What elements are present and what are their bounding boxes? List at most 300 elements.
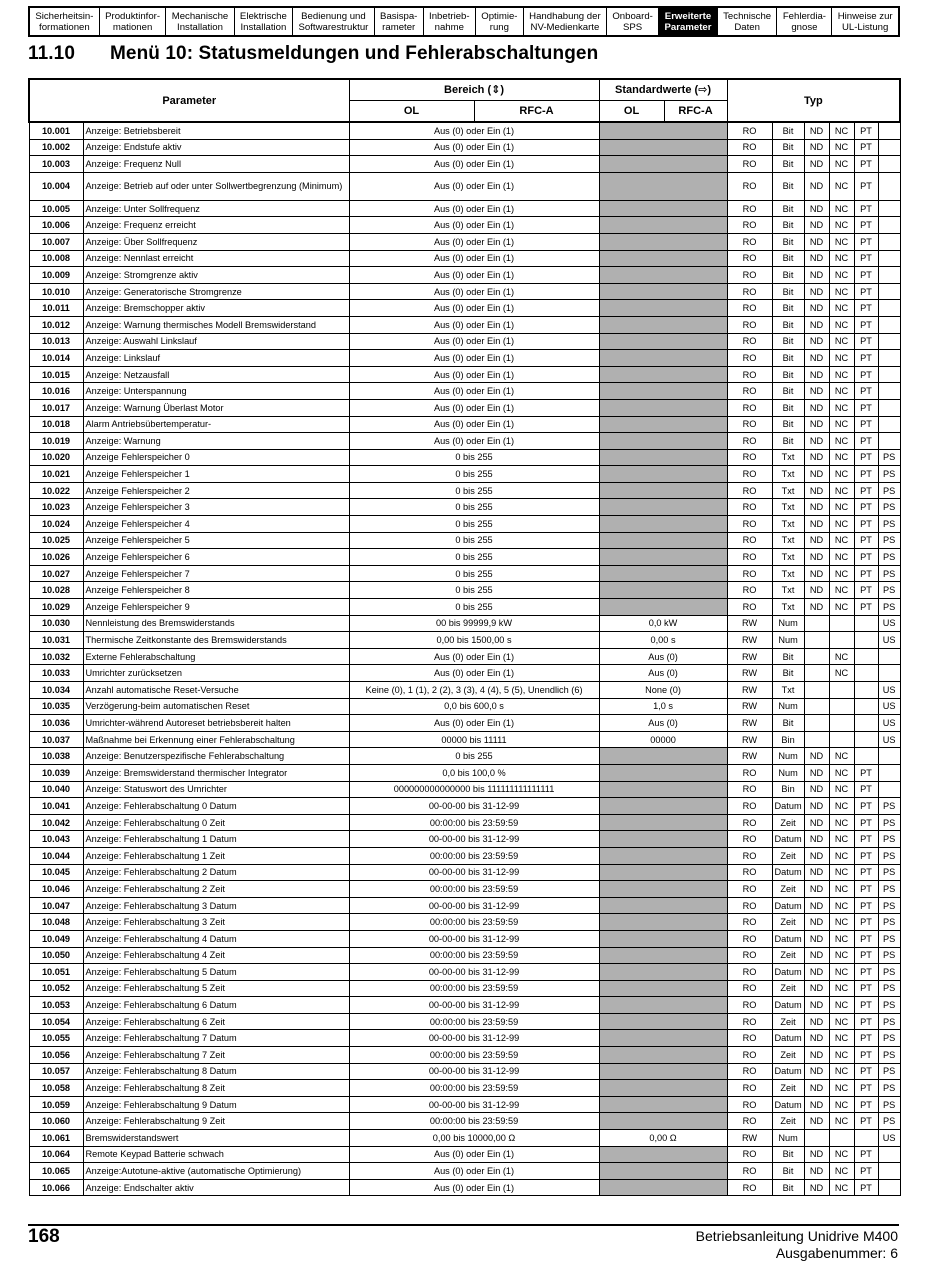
type-flag — [878, 366, 900, 383]
type-flag: Zeit — [772, 1080, 804, 1097]
range-value: 00-00-00 bis 31-12-99 — [349, 997, 599, 1014]
default-value-na — [599, 433, 727, 450]
param-description: Thermische Zeitkonstante des Bremswiderstands — [83, 632, 349, 649]
param-number: 10.051 — [29, 964, 83, 981]
default-value-na — [599, 565, 727, 582]
nav-tab-9[interactable]: Onboard- SPS — [607, 8, 659, 35]
type-flag: Num — [772, 615, 804, 632]
nav-tab-7[interactable]: Optimie- rung — [476, 8, 524, 35]
type-flag: NC — [829, 383, 854, 400]
type-flag: RO — [727, 1179, 772, 1196]
param-number: 10.012 — [29, 316, 83, 333]
param-number: 10.001 — [29, 122, 83, 139]
range-value: Aus (0) oder Ein (1) — [349, 715, 599, 732]
range-value: 0 bis 255 — [349, 748, 599, 765]
type-flag: PS — [878, 947, 900, 964]
type-flag — [878, 350, 900, 367]
type-flag: PS — [878, 499, 900, 516]
type-flag: Bit — [772, 172, 804, 200]
param-description: Nennleistung des Bremswiderstands — [83, 615, 349, 632]
param-description: Anzeige Fehlerspeicher 2 — [83, 482, 349, 499]
type-flag: RO — [727, 1096, 772, 1113]
default-value: 00000 — [599, 731, 727, 748]
param-description: Anzeige: Netzausfall — [83, 366, 349, 383]
type-flag: RO — [727, 964, 772, 981]
type-flag: PS — [878, 599, 900, 616]
param-description: Anzeige: Warnung — [83, 433, 349, 450]
section-heading — [28, 43, 598, 65]
type-flag: NC — [829, 1063, 854, 1080]
type-flag: RO — [727, 1013, 772, 1030]
nav-tab-5[interactable]: Basispa- rameter — [375, 8, 424, 35]
type-flag: ND — [804, 1047, 829, 1064]
range-value: Aus (0) oder Ein (1) — [349, 1146, 599, 1163]
type-flag: PT — [854, 814, 878, 831]
type-flag: Zeit — [772, 914, 804, 931]
type-flag: PT — [854, 350, 878, 367]
type-flag: ND — [804, 516, 829, 533]
type-flag: ND — [804, 200, 829, 217]
type-flag: NC — [829, 549, 854, 566]
type-flag: Zeit — [772, 847, 804, 864]
default-value-na — [599, 847, 727, 864]
type-flag: Bin — [772, 731, 804, 748]
type-flag: NC — [829, 748, 854, 765]
type-flag: PS — [878, 466, 900, 483]
type-flag: PT — [854, 267, 878, 284]
type-flag — [878, 416, 900, 433]
type-flag: US — [878, 615, 900, 632]
param-description: Anzeige: Unterspannung — [83, 383, 349, 400]
type-flag: ND — [804, 156, 829, 173]
type-flag: PT — [854, 1179, 878, 1196]
range-value: 0 bis 255 — [349, 565, 599, 582]
type-flag: PS — [878, 516, 900, 533]
type-flag: Zeit — [772, 947, 804, 964]
param-description: Anzeige: Betrieb auf oder unter Sollwertbegrenzung (Minimum) — [83, 172, 349, 200]
param-description: Anzeige: Frequenz Null — [83, 156, 349, 173]
table-row — [29, 764, 900, 781]
type-flag: PT — [854, 781, 878, 798]
table-row — [29, 980, 900, 997]
param-number: 10.058 — [29, 1080, 83, 1097]
type-flag: ND — [804, 798, 829, 815]
type-flag — [804, 615, 829, 632]
param-description: Remote Keypad Batterie schwach — [83, 1146, 349, 1163]
table-row — [29, 964, 900, 981]
type-flag: RO — [727, 139, 772, 156]
type-flag — [878, 283, 900, 300]
param-number: 10.041 — [29, 798, 83, 815]
type-flag: US — [878, 698, 900, 715]
table-row — [29, 532, 900, 549]
param-number: 10.013 — [29, 333, 83, 350]
default-value-na — [599, 930, 727, 947]
param-number: 10.043 — [29, 831, 83, 848]
page-number: 168 — [28, 1226, 60, 1247]
nav-tab-13[interactable]: Hinweise zur UL-Listung — [837, 10, 893, 33]
range-value: 00-00-00 bis 31-12-99 — [349, 1030, 599, 1047]
param-description: Anzeige: Endstufe aktiv — [83, 139, 349, 156]
type-flag: RO — [727, 366, 772, 383]
table-row — [29, 831, 900, 848]
type-flag: NC — [829, 482, 854, 499]
type-flag: NC — [829, 847, 854, 864]
param-description: Anzeige: Bremschopper aktiv — [83, 300, 349, 317]
type-flag — [878, 172, 900, 200]
param-description: Anzeige: Auswahl Linkslauf — [83, 333, 349, 350]
type-flag: RW — [727, 615, 772, 632]
type-flag: PT — [854, 532, 878, 549]
type-flag: PT — [854, 1146, 878, 1163]
type-flag: RO — [727, 764, 772, 781]
type-flag: PS — [878, 582, 900, 599]
default-value: 0,0 kW — [599, 615, 727, 632]
param-description: Anzeige: Warnung Überlast Motor — [83, 399, 349, 416]
type-flag — [878, 1163, 900, 1180]
type-flag — [854, 682, 878, 699]
param-number: 10.028 — [29, 582, 83, 599]
param-number: 10.021 — [29, 466, 83, 483]
range-value: 0 bis 255 — [349, 449, 599, 466]
type-flag: PT — [854, 565, 878, 582]
table-row — [29, 947, 900, 964]
param-number: 10.004 — [29, 172, 83, 200]
table-row — [29, 333, 900, 350]
default-value: Aus (0) — [599, 715, 727, 732]
type-flag: PS — [878, 864, 900, 881]
type-flag — [878, 122, 900, 139]
table-row — [29, 1113, 900, 1130]
type-flag: NC — [829, 930, 854, 947]
param-number: 10.031 — [29, 632, 83, 649]
default-value-na — [599, 516, 727, 533]
type-flag: RO — [727, 283, 772, 300]
type-flag: Datum — [772, 864, 804, 881]
section-title: Menü 10: Statusmeldungen und Fehlerabschaltungen — [110, 43, 599, 64]
param-description: Umrichter zurücksetzen — [83, 665, 349, 682]
param-description: Anzeige: Fehlerabschaltung 4 Datum — [83, 930, 349, 947]
default-value: 0,00 Ω — [599, 1130, 727, 1147]
type-flag: NC — [829, 1113, 854, 1130]
type-flag: Bin — [772, 781, 804, 798]
type-flag: NC — [829, 316, 854, 333]
param-number: 10.066 — [29, 1179, 83, 1196]
range-value: Aus (0) oder Ein (1) — [349, 416, 599, 433]
type-flag: RO — [727, 914, 772, 931]
type-flag: PT — [854, 516, 878, 533]
param-number: 10.030 — [29, 615, 83, 632]
type-flag: ND — [804, 1096, 829, 1113]
type-flag: RO — [727, 499, 772, 516]
param-number: 10.022 — [29, 482, 83, 499]
type-flag: Txt — [772, 532, 804, 549]
type-flag: PT — [854, 1047, 878, 1064]
range-value: 00-00-00 bis 31-12-99 — [349, 897, 599, 914]
range-value: 00:00:00 bis 23:59:59 — [349, 1047, 599, 1064]
type-flag: NC — [829, 665, 854, 682]
param-description: Anzeige: Fehlerabschaltung 7 Zeit — [83, 1047, 349, 1064]
type-flag: PT — [854, 881, 878, 898]
param-description: Anzeige: Fehlerabschaltung 2 Zeit — [83, 881, 349, 898]
param-description: Anzeige Fehlerspeicher 1 — [83, 466, 349, 483]
type-flag: ND — [804, 383, 829, 400]
type-flag: Txt — [772, 565, 804, 582]
type-flag: Bit — [772, 383, 804, 400]
type-flag: Datum — [772, 798, 804, 815]
table-row — [29, 881, 900, 898]
table-row — [29, 930, 900, 947]
range-value: Aus (0) oder Ein (1) — [349, 1163, 599, 1180]
type-flag — [804, 648, 829, 665]
type-flag: Num — [772, 632, 804, 649]
param-number: 10.029 — [29, 599, 83, 616]
type-flag: PS — [878, 1063, 900, 1080]
type-flag: RO — [727, 217, 772, 234]
type-flag: PT — [854, 549, 878, 566]
type-flag — [878, 200, 900, 217]
param-description: Anzeige: Endschalter aktiv — [83, 1179, 349, 1196]
nav-tab-4[interactable]: Bedienung und Softwarestruktur — [293, 8, 375, 35]
type-flag — [854, 731, 878, 748]
type-flag: Txt — [772, 682, 804, 699]
range-value: 0 bis 255 — [349, 516, 599, 533]
type-flag: NC — [829, 217, 854, 234]
default-value-na — [599, 300, 727, 317]
type-flag: Datum — [772, 930, 804, 947]
type-flag: PS — [878, 1047, 900, 1064]
range-value: 00-00-00 bis 31-12-99 — [349, 964, 599, 981]
footer-info — [696, 1228, 898, 1262]
range-value: Aus (0) oder Ein (1) — [349, 139, 599, 156]
type-flag: ND — [804, 1146, 829, 1163]
range-value: 0 bis 255 — [349, 466, 599, 483]
param-number: 10.052 — [29, 980, 83, 997]
range-value: 000000000000000 bis 111111111111111 — [349, 781, 599, 798]
param-description: Anzeige: Fehlerabschaltung 0 Zeit — [83, 814, 349, 831]
type-flag: PS — [878, 1080, 900, 1097]
param-number: 10.024 — [29, 516, 83, 533]
param-number: 10.048 — [29, 914, 83, 931]
range-value: 0,00 bis 1500,00 s — [349, 632, 599, 649]
type-flag — [804, 715, 829, 732]
header-standardwerte: Standardwerte (⇨) — [599, 79, 727, 101]
range-value: Aus (0) oder Ein (1) — [349, 665, 599, 682]
nav-tab-8[interactable]: Handhabung der NV-Medienkarte — [524, 8, 607, 35]
type-flag: ND — [804, 897, 829, 914]
param-number: 10.054 — [29, 1013, 83, 1030]
type-flag: Bit — [772, 250, 804, 267]
type-flag — [804, 731, 829, 748]
param-number: 10.065 — [29, 1163, 83, 1180]
default-value-na — [599, 1030, 727, 1047]
default-value-na — [599, 122, 727, 139]
type-flag — [878, 250, 900, 267]
param-description: Anzeige: Fehlerabschaltung 0 Datum — [83, 798, 349, 815]
type-flag: Bit — [772, 200, 804, 217]
type-flag: RO — [727, 1030, 772, 1047]
type-flag: ND — [804, 1030, 829, 1047]
type-flag — [804, 632, 829, 649]
type-flag: RO — [727, 233, 772, 250]
range-value: Aus (0) oder Ein (1) — [349, 233, 599, 250]
type-flag: Datum — [772, 897, 804, 914]
type-flag: NC — [829, 139, 854, 156]
type-flag: NC — [829, 798, 854, 815]
type-flag: RO — [727, 300, 772, 317]
param-number: 10.032 — [29, 648, 83, 665]
default-value-na — [599, 1163, 727, 1180]
type-flag: ND — [804, 366, 829, 383]
type-flag: Bit — [772, 217, 804, 234]
type-flag: ND — [804, 831, 829, 848]
param-number: 10.050 — [29, 947, 83, 964]
table-row — [29, 1047, 900, 1064]
param-description: Anzeige: Fehlerabschaltung 6 Datum — [83, 997, 349, 1014]
type-flag: NC — [829, 516, 854, 533]
nav-tab-10[interactable]: Erweiterte Parameter — [659, 8, 718, 35]
issue-number: Ausgabenummer: 6 — [775, 1245, 898, 1261]
type-flag: PT — [854, 172, 878, 200]
range-value: 0,00 bis 10000,00 Ω — [349, 1130, 599, 1147]
param-number: 10.010 — [29, 283, 83, 300]
param-number: 10.057 — [29, 1063, 83, 1080]
type-flag: ND — [804, 316, 829, 333]
type-flag: ND — [804, 1179, 829, 1196]
type-flag: Bit — [772, 648, 804, 665]
type-flag: RW — [727, 682, 772, 699]
type-flag — [878, 316, 900, 333]
type-flag: NC — [829, 399, 854, 416]
type-flag: RO — [727, 864, 772, 881]
type-flag: ND — [804, 864, 829, 881]
nav-tab-11[interactable]: Technische Daten — [718, 8, 778, 35]
param-number: 10.017 — [29, 399, 83, 416]
param-number: 10.018 — [29, 416, 83, 433]
param-description: Anzeige: Benutzerspezifische Fehlerabschaltung — [83, 748, 349, 765]
param-number: 10.034 — [29, 682, 83, 699]
nav-tab-0[interactable]: Sicherheitsin- formationen — [30, 8, 100, 35]
type-flag: RW — [727, 648, 772, 665]
type-flag: NC — [829, 1080, 854, 1097]
type-flag: PS — [878, 881, 900, 898]
range-value: Aus (0) oder Ein (1) — [349, 316, 599, 333]
type-flag: RO — [727, 333, 772, 350]
param-number: 10.055 — [29, 1030, 83, 1047]
table-row — [29, 383, 900, 400]
type-flag: Txt — [772, 599, 804, 616]
type-flag: NC — [829, 980, 854, 997]
type-flag: PT — [854, 233, 878, 250]
type-flag: NC — [829, 1096, 854, 1113]
table-row — [29, 814, 900, 831]
range-value: Aus (0) oder Ein (1) — [349, 1179, 599, 1196]
type-flag: PT — [854, 482, 878, 499]
type-flag: NC — [829, 947, 854, 964]
nav-tab-6[interactable]: Inbetrieb- nahme — [424, 8, 476, 35]
nav-tab-1[interactable]: Produktinfor- mationen — [100, 8, 167, 35]
type-flag: RO — [727, 449, 772, 466]
type-flag — [804, 665, 829, 682]
type-flag: PT — [854, 930, 878, 947]
table-row — [29, 399, 900, 416]
nav-tab-12[interactable]: Fehlerdia- gnose — [777, 8, 832, 35]
default-value-na — [599, 499, 727, 516]
param-number: 10.037 — [29, 731, 83, 748]
param-number: 10.015 — [29, 366, 83, 383]
table-row — [29, 366, 900, 383]
nav-tab-2[interactable]: Mechanische Installation — [166, 8, 234, 35]
type-flag: RO — [727, 1080, 772, 1097]
type-flag: PT — [854, 1096, 878, 1113]
type-flag: ND — [804, 1163, 829, 1180]
range-value: 0,0 bis 100,0 % — [349, 764, 599, 781]
type-flag: NC — [829, 416, 854, 433]
default-value-na — [599, 1063, 727, 1080]
table-row — [29, 516, 900, 533]
param-description: Anzeige: Generatorische Stromgrenze — [83, 283, 349, 300]
type-flag: RO — [727, 997, 772, 1014]
range-value: 00:00:00 bis 23:59:59 — [349, 1013, 599, 1030]
default-value-na — [599, 997, 727, 1014]
type-flag: RO — [727, 516, 772, 533]
type-flag: ND — [804, 582, 829, 599]
param-number: 10.007 — [29, 233, 83, 250]
type-flag — [804, 682, 829, 699]
type-flag: PT — [854, 217, 878, 234]
type-flag: ND — [804, 599, 829, 616]
type-flag — [878, 748, 900, 765]
default-value-na — [599, 233, 727, 250]
type-flag — [829, 615, 854, 632]
type-flag: RW — [727, 1130, 772, 1147]
param-number: 10.003 — [29, 156, 83, 173]
footer-rule — [28, 1224, 899, 1226]
type-flag: RO — [727, 897, 772, 914]
type-flag: NC — [829, 914, 854, 931]
type-flag — [878, 233, 900, 250]
type-flag: ND — [804, 416, 829, 433]
default-value-na — [599, 383, 727, 400]
param-number: 10.044 — [29, 847, 83, 864]
table-row — [29, 781, 900, 798]
param-number: 10.042 — [29, 814, 83, 831]
type-flag: PS — [878, 449, 900, 466]
type-flag: ND — [804, 350, 829, 367]
type-flag: ND — [804, 1013, 829, 1030]
type-flag: Datum — [772, 964, 804, 981]
range-value: 0,0 bis 600,0 s — [349, 698, 599, 715]
header-bereich-ol: OL — [349, 101, 474, 123]
default-value-na — [599, 831, 727, 848]
nav-tab-3[interactable]: Elektrische Installation — [235, 8, 294, 35]
type-flag: PT — [854, 997, 878, 1014]
range-value: Aus (0) oder Ein (1) — [349, 283, 599, 300]
param-description: Anzeige: Fehlerabschaltung 2 Datum — [83, 864, 349, 881]
type-flag: PT — [854, 499, 878, 516]
param-number: 10.009 — [29, 267, 83, 284]
type-flag: NC — [829, 350, 854, 367]
type-flag: Datum — [772, 1030, 804, 1047]
range-value: 00 bis 99999,9 kW — [349, 615, 599, 632]
range-value: 0 bis 255 — [349, 532, 599, 549]
type-flag: PT — [854, 200, 878, 217]
type-flag: RO — [727, 847, 772, 864]
type-flag: RO — [727, 267, 772, 284]
table-row — [29, 582, 900, 599]
type-flag: NC — [829, 172, 854, 200]
param-description: Anzeige: Fehlerabschaltung 3 Zeit — [83, 914, 349, 931]
